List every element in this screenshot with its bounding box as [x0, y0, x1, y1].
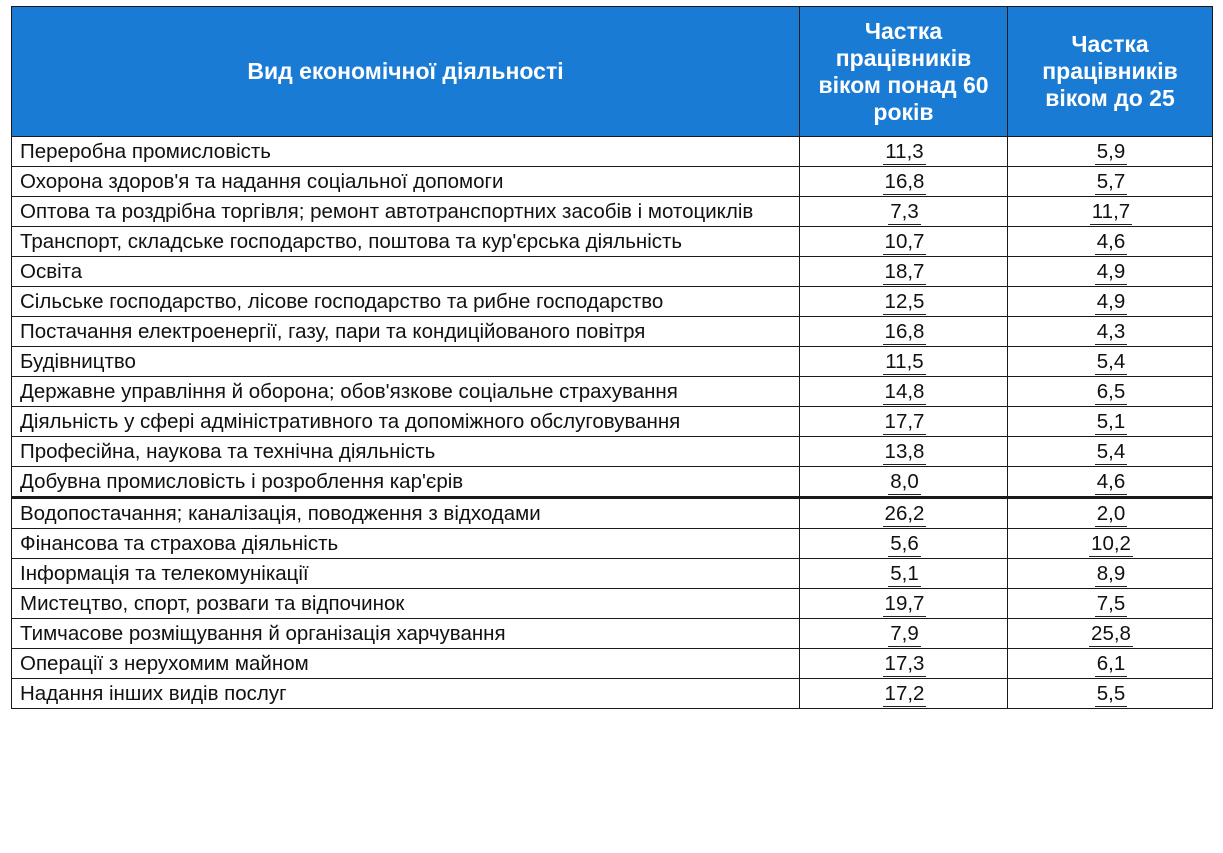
under-25-value: 6,5 — [1096, 380, 1126, 403]
table-header-row — [12, 7, 1213, 137]
over-60-cell — [800, 407, 1008, 437]
under-25-value: 8,9 — [1096, 562, 1126, 585]
under-25-cell — [1008, 437, 1213, 467]
table-row — [12, 619, 1213, 649]
under-25-cell — [1008, 559, 1213, 589]
over-60-value: 7,3 — [890, 200, 919, 223]
over-60-value: 12,5 — [884, 290, 925, 313]
activity-cell: Транспорт, складське господарство, поштова та кур'єрська діяльність — [12, 227, 800, 257]
over-60-value: 17,3 — [884, 652, 925, 675]
under-25-value: 4,6 — [1096, 230, 1126, 253]
table-row — [12, 679, 1213, 709]
header-under-25: Частка працівників віком до 25 — [1008, 7, 1213, 137]
over-60-value: 16,8 — [884, 170, 925, 193]
activity-cell: Мистецтво, спорт, розваги та відпочинок — [12, 589, 800, 619]
under-25-value: 25,8 — [1091, 622, 1131, 645]
table-row — [12, 227, 1213, 257]
under-25-cell — [1008, 467, 1213, 498]
over-60-cell — [800, 167, 1008, 197]
table-row — [12, 167, 1213, 197]
under-25-cell — [1008, 257, 1213, 287]
table-row — [12, 197, 1213, 227]
over-60-cell — [800, 257, 1008, 287]
under-25-cell — [1008, 679, 1213, 709]
over-60-cell — [800, 197, 1008, 227]
header-activity: Вид економічної діяльності — [12, 7, 800, 137]
table-row — [12, 137, 1213, 167]
table-row — [12, 377, 1213, 407]
under-25-cell — [1008, 347, 1213, 377]
under-25-cell — [1008, 649, 1213, 679]
activity-cell: Державне управління й оборона; обов'язкове соціальне страхування — [12, 377, 800, 407]
under-25-value: 5,5 — [1096, 682, 1126, 705]
over-60-value: 14,8 — [884, 380, 925, 403]
table-row — [12, 649, 1213, 679]
under-25-cell — [1008, 167, 1213, 197]
over-60-value: 17,7 — [884, 410, 925, 433]
under-25-value: 5,4 — [1096, 350, 1126, 373]
under-25-value: 6,1 — [1096, 652, 1126, 675]
activity-cell: Освіта — [12, 257, 800, 287]
over-60-value: 26,2 — [884, 502, 925, 525]
under-25-cell — [1008, 529, 1213, 559]
activity-cell: Постачання електроенергії, газу, пари та кондиційованого повітря — [12, 317, 800, 347]
activity-cell: Фінансова та страхова діяльність — [12, 529, 800, 559]
activity-cell: Професійна, наукова та технічна діяльність — [12, 437, 800, 467]
under-25-cell — [1008, 137, 1213, 167]
under-25-value: 10,2 — [1091, 532, 1131, 555]
over-60-value: 13,8 — [884, 440, 925, 463]
table-row — [12, 529, 1213, 559]
activity-cell: Діяльність у сфері адміністративного та допоміжного обслуговування — [12, 407, 800, 437]
over-60-cell — [800, 649, 1008, 679]
over-60-cell — [800, 137, 1008, 167]
under-25-cell — [1008, 407, 1213, 437]
table-row — [12, 498, 1213, 529]
under-25-value: 5,4 — [1096, 440, 1126, 463]
under-25-cell — [1008, 619, 1213, 649]
activity-cell: Оптова та роздрібна торгівля; ремонт автотранспортних засобів і мотоциклів — [12, 197, 800, 227]
table-row — [12, 317, 1213, 347]
over-60-cell — [800, 227, 1008, 257]
table-row — [12, 257, 1213, 287]
under-25-value: 11,7 — [1091, 200, 1131, 223]
activity-cell: Операції з нерухомим майном — [12, 649, 800, 679]
under-25-cell — [1008, 498, 1213, 529]
under-25-cell — [1008, 317, 1213, 347]
table-body — [12, 137, 1213, 709]
over-60-value: 11,5 — [885, 350, 924, 373]
over-60-cell — [800, 437, 1008, 467]
over-60-cell — [800, 467, 1008, 498]
activity-cell: Охорона здоров'я та надання соціальної допомоги — [12, 167, 800, 197]
under-25-cell — [1008, 589, 1213, 619]
under-25-value: 5,1 — [1096, 410, 1126, 433]
table-row — [12, 287, 1213, 317]
over-60-value: 19,7 — [884, 592, 925, 615]
under-25-value: 7,5 — [1096, 592, 1126, 615]
over-60-value: 5,6 — [890, 532, 919, 555]
over-60-cell — [800, 377, 1008, 407]
over-60-cell — [800, 529, 1008, 559]
under-25-value: 4,6 — [1096, 470, 1126, 493]
activity-cell: Надання інших видів послуг — [12, 679, 800, 709]
over-60-cell — [800, 619, 1008, 649]
activity-cell: Сільське господарство, лісове господарство та рибне господарство — [12, 287, 800, 317]
under-25-cell — [1008, 227, 1213, 257]
over-60-cell — [800, 679, 1008, 709]
activity-cell: Добувна промисловість і розроблення кар'єрів — [12, 467, 800, 498]
under-25-value: 5,7 — [1096, 170, 1126, 193]
under-25-cell — [1008, 287, 1213, 317]
under-25-cell — [1008, 197, 1213, 227]
over-60-value: 7,9 — [890, 622, 919, 645]
table-row — [12, 437, 1213, 467]
under-25-value: 4,9 — [1096, 290, 1126, 313]
under-25-value: 4,9 — [1096, 260, 1126, 283]
header-over-60: Частка працівників віком понад 60 років — [800, 7, 1008, 137]
over-60-value: 16,8 — [884, 320, 925, 343]
over-60-value: 8,0 — [890, 470, 919, 493]
over-60-cell — [800, 287, 1008, 317]
over-60-value: 5,1 — [890, 562, 919, 585]
over-60-cell — [800, 347, 1008, 377]
table-row — [12, 347, 1213, 377]
over-60-cell — [800, 498, 1008, 529]
table-row — [12, 589, 1213, 619]
activity-cell: Переробна промисловість — [12, 137, 800, 167]
under-25-value: 5,9 — [1096, 140, 1126, 163]
over-60-value: 18,7 — [884, 260, 925, 283]
under-25-cell — [1008, 377, 1213, 407]
over-60-cell — [800, 589, 1008, 619]
under-25-value: 2,0 — [1096, 502, 1126, 525]
table-row — [12, 559, 1213, 589]
table-row — [12, 467, 1213, 498]
over-60-cell — [800, 559, 1008, 589]
over-60-cell — [800, 317, 1008, 347]
over-60-value: 10,7 — [884, 230, 925, 253]
activity-cell: Тимчасове розміщування й організація харчування — [12, 619, 800, 649]
table-row — [12, 407, 1213, 437]
over-60-value: 17,2 — [884, 682, 925, 705]
activity-cell: Будівництво — [12, 347, 800, 377]
activity-cell: Водопостачання; каналізація, поводження з відходами — [12, 498, 800, 529]
under-25-value: 4,3 — [1096, 320, 1126, 343]
activity-cell: Інформація та телекомунікації — [12, 559, 800, 589]
economic-activity-table — [11, 6, 1213, 709]
over-60-value: 11,3 — [885, 140, 924, 163]
